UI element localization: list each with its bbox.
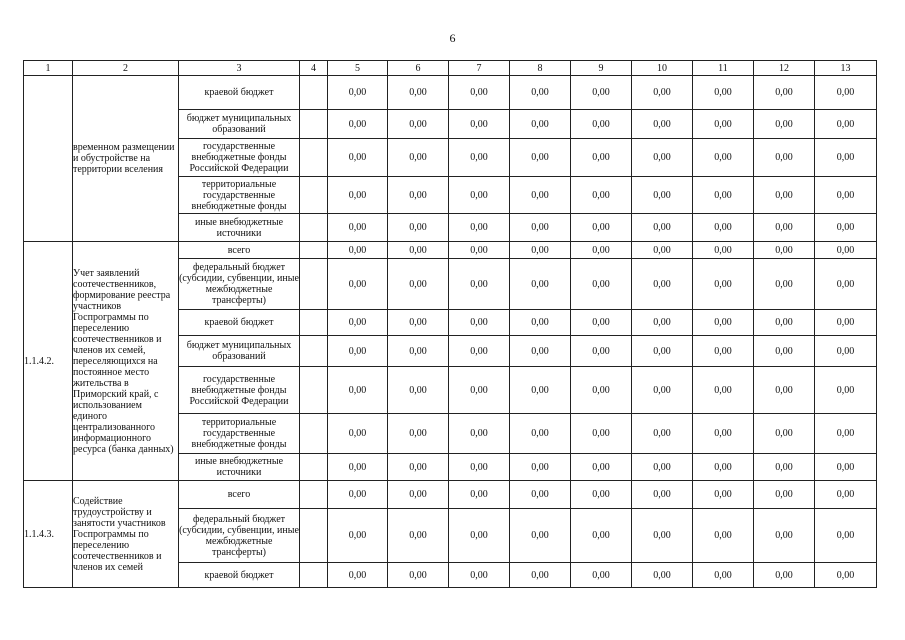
value-cell: 0,00 <box>328 481 388 509</box>
value-cell: 0,00 <box>693 259 754 310</box>
value-cell: 0,00 <box>388 214 449 242</box>
value-cell: 0,00 <box>632 336 693 367</box>
value-cell: 0,00 <box>632 259 693 310</box>
value-cell: 0,00 <box>815 481 877 509</box>
value-cell: 0,00 <box>632 454 693 481</box>
value-cell: 0,00 <box>693 242 754 259</box>
value-cell: 0,00 <box>328 336 388 367</box>
column-header: 9 <box>571 61 632 76</box>
value-cell: 0,00 <box>632 214 693 242</box>
value-cell: 0,00 <box>571 414 632 454</box>
column-header: 5 <box>328 61 388 76</box>
value-cell: 0,00 <box>388 177 449 214</box>
value-cell: 0,00 <box>571 110 632 139</box>
value-cell: 0,00 <box>632 481 693 509</box>
empty-cell <box>300 454 328 481</box>
funding-source: краевой бюджет <box>179 76 300 110</box>
value-cell: 0,00 <box>632 177 693 214</box>
value-cell: 0,00 <box>815 242 877 259</box>
value-cell: 0,00 <box>510 177 571 214</box>
value-cell: 0,00 <box>815 367 877 414</box>
value-cell: 0,00 <box>632 310 693 336</box>
value-cell: 0,00 <box>632 110 693 139</box>
value-cell: 0,00 <box>693 509 754 563</box>
funding-source: всего <box>179 242 300 259</box>
value-cell: 0,00 <box>328 563 388 588</box>
value-cell: 0,00 <box>815 259 877 310</box>
value-cell: 0,00 <box>449 242 510 259</box>
value-cell: 0,00 <box>388 259 449 310</box>
value-cell: 0,00 <box>815 139 877 177</box>
item-name: Содействие трудоустройству и занятости участников Госпрограммы по переселению соотечественников и членов их семей <box>73 481 179 588</box>
value-cell: 0,00 <box>388 110 449 139</box>
value-cell: 0,00 <box>388 76 449 110</box>
value-cell: 0,00 <box>449 509 510 563</box>
value-cell: 0,00 <box>449 367 510 414</box>
value-cell: 0,00 <box>510 110 571 139</box>
value-cell: 0,00 <box>571 214 632 242</box>
value-cell: 0,00 <box>815 414 877 454</box>
value-cell: 0,00 <box>510 454 571 481</box>
value-cell: 0,00 <box>571 259 632 310</box>
header-row <box>24 61 877 76</box>
value-cell: 0,00 <box>388 336 449 367</box>
value-cell: 0,00 <box>328 139 388 177</box>
value-cell: 0,00 <box>754 367 815 414</box>
value-cell: 0,00 <box>449 110 510 139</box>
value-cell: 0,00 <box>571 242 632 259</box>
empty-cell <box>300 563 328 588</box>
funding-source: иные внебюджетные источники <box>179 454 300 481</box>
column-header: 6 <box>388 61 449 76</box>
value-cell: 0,00 <box>754 414 815 454</box>
empty-cell <box>300 242 328 259</box>
value-cell: 0,00 <box>328 414 388 454</box>
value-cell: 0,00 <box>815 509 877 563</box>
value-cell: 0,00 <box>693 367 754 414</box>
value-cell: 0,00 <box>388 367 449 414</box>
funding-source: территориальные государственные внебюджетные фонды <box>179 177 300 214</box>
item-code: 1.1.4.2. <box>24 242 73 481</box>
value-cell: 0,00 <box>815 177 877 214</box>
value-cell: 0,00 <box>388 509 449 563</box>
empty-cell <box>300 481 328 509</box>
funding-source: бюджет муниципальных образований <box>179 336 300 367</box>
value-cell: 0,00 <box>815 76 877 110</box>
value-cell: 0,00 <box>693 414 754 454</box>
value-cell: 0,00 <box>328 110 388 139</box>
value-cell: 0,00 <box>754 242 815 259</box>
value-cell: 0,00 <box>754 481 815 509</box>
empty-cell <box>300 367 328 414</box>
value-cell: 0,00 <box>632 242 693 259</box>
column-header: 12 <box>754 61 815 76</box>
value-cell: 0,00 <box>449 139 510 177</box>
value-cell: 0,00 <box>510 367 571 414</box>
value-cell: 0,00 <box>449 454 510 481</box>
empty-cell <box>300 259 328 310</box>
value-cell: 0,00 <box>632 563 693 588</box>
column-header: 1 <box>24 61 73 76</box>
column-header: 4 <box>300 61 328 76</box>
value-cell: 0,00 <box>510 414 571 454</box>
item-name: временном размещении и обустройстве на территории вселения <box>73 76 179 242</box>
value-cell: 0,00 <box>388 481 449 509</box>
funding-source: государственные внебюджетные фонды Российской Федерации <box>179 367 300 414</box>
value-cell: 0,00 <box>328 214 388 242</box>
value-cell: 0,00 <box>754 454 815 481</box>
value-cell: 0,00 <box>571 481 632 509</box>
funding-source: иные внебюджетные источники <box>179 214 300 242</box>
value-cell: 0,00 <box>328 76 388 110</box>
budget-table <box>23 60 877 588</box>
funding-source: территориальные государственные внебюджетные фонды <box>179 414 300 454</box>
value-cell: 0,00 <box>815 310 877 336</box>
value-cell: 0,00 <box>571 139 632 177</box>
empty-cell <box>300 110 328 139</box>
table-row <box>24 76 877 110</box>
value-cell: 0,00 <box>510 509 571 563</box>
item-name: Учет заявлений соотечественников, формирование реестра участников Госпрограммы по переселению соотечественников и членов их семей, переселяющихся на постоянное место жительства в Приморский край, с использованием единого централизованного информационного ресурса (банка данных) <box>73 242 179 481</box>
column-header: 7 <box>449 61 510 76</box>
value-cell: 0,00 <box>693 177 754 214</box>
column-header: 11 <box>693 61 754 76</box>
value-cell: 0,00 <box>328 367 388 414</box>
value-cell: 0,00 <box>754 177 815 214</box>
value-cell: 0,00 <box>449 414 510 454</box>
value-cell: 0,00 <box>328 454 388 481</box>
value-cell: 0,00 <box>510 563 571 588</box>
empty-cell <box>300 214 328 242</box>
value-cell: 0,00 <box>693 336 754 367</box>
value-cell: 0,00 <box>449 76 510 110</box>
item-code <box>24 76 73 242</box>
value-cell: 0,00 <box>388 310 449 336</box>
value-cell: 0,00 <box>388 242 449 259</box>
value-cell: 0,00 <box>571 563 632 588</box>
value-cell: 0,00 <box>693 139 754 177</box>
value-cell: 0,00 <box>328 259 388 310</box>
value-cell: 0,00 <box>754 110 815 139</box>
value-cell: 0,00 <box>510 214 571 242</box>
value-cell: 0,00 <box>449 563 510 588</box>
funding-source: краевой бюджет <box>179 563 300 588</box>
value-cell: 0,00 <box>815 454 877 481</box>
value-cell: 0,00 <box>449 177 510 214</box>
empty-cell <box>300 76 328 110</box>
value-cell: 0,00 <box>510 336 571 367</box>
value-cell: 0,00 <box>388 139 449 177</box>
funding-source: федеральный бюджет (субсидии, субвенции, иные межбюджетные трансферты) <box>179 259 300 310</box>
value-cell: 0,00 <box>693 214 754 242</box>
column-header: 10 <box>632 61 693 76</box>
value-cell: 0,00 <box>510 310 571 336</box>
value-cell: 0,00 <box>449 259 510 310</box>
column-header: 13 <box>815 61 877 76</box>
table-row <box>24 481 877 509</box>
value-cell: 0,00 <box>510 259 571 310</box>
value-cell: 0,00 <box>388 414 449 454</box>
value-cell: 0,00 <box>328 509 388 563</box>
value-cell: 0,00 <box>510 481 571 509</box>
value-cell: 0,00 <box>449 214 510 242</box>
empty-cell <box>300 509 328 563</box>
value-cell: 0,00 <box>632 76 693 110</box>
value-cell: 0,00 <box>693 454 754 481</box>
value-cell: 0,00 <box>754 563 815 588</box>
value-cell: 0,00 <box>754 259 815 310</box>
value-cell: 0,00 <box>754 214 815 242</box>
value-cell: 0,00 <box>510 139 571 177</box>
value-cell: 0,00 <box>693 310 754 336</box>
empty-cell <box>300 336 328 367</box>
value-cell: 0,00 <box>571 454 632 481</box>
value-cell: 0,00 <box>693 563 754 588</box>
column-header: 2 <box>73 61 179 76</box>
value-cell: 0,00 <box>693 481 754 509</box>
value-cell: 0,00 <box>815 110 877 139</box>
value-cell: 0,00 <box>449 336 510 367</box>
empty-cell <box>300 139 328 177</box>
value-cell: 0,00 <box>815 214 877 242</box>
value-cell: 0,00 <box>388 563 449 588</box>
value-cell: 0,00 <box>754 336 815 367</box>
value-cell: 0,00 <box>571 177 632 214</box>
value-cell: 0,00 <box>510 76 571 110</box>
table-row <box>24 242 877 259</box>
empty-cell <box>300 414 328 454</box>
value-cell: 0,00 <box>449 310 510 336</box>
page-number: 6 <box>449 31 456 45</box>
funding-source: всего <box>179 481 300 509</box>
value-cell: 0,00 <box>328 242 388 259</box>
value-cell: 0,00 <box>754 139 815 177</box>
column-header: 8 <box>510 61 571 76</box>
funding-source: бюджет муниципальных образований <box>179 110 300 139</box>
value-cell: 0,00 <box>693 110 754 139</box>
value-cell: 0,00 <box>632 367 693 414</box>
funding-source: федеральный бюджет (субсидии, субвенции, иные межбюджетные трансферты) <box>179 509 300 563</box>
value-cell: 0,00 <box>632 414 693 454</box>
value-cell: 0,00 <box>632 139 693 177</box>
funding-source: государственные внебюджетные фонды Российской Федерации <box>179 139 300 177</box>
empty-cell <box>300 310 328 336</box>
value-cell: 0,00 <box>815 563 877 588</box>
value-cell: 0,00 <box>328 177 388 214</box>
item-code: 1.1.4.3. <box>24 481 73 588</box>
value-cell: 0,00 <box>328 310 388 336</box>
value-cell: 0,00 <box>632 509 693 563</box>
value-cell: 0,00 <box>571 509 632 563</box>
funding-source: краевой бюджет <box>179 310 300 336</box>
value-cell: 0,00 <box>571 310 632 336</box>
column-header: 3 <box>179 61 300 76</box>
value-cell: 0,00 <box>571 336 632 367</box>
value-cell: 0,00 <box>754 509 815 563</box>
value-cell: 0,00 <box>571 367 632 414</box>
value-cell: 0,00 <box>449 481 510 509</box>
value-cell: 0,00 <box>754 310 815 336</box>
value-cell: 0,00 <box>754 76 815 110</box>
value-cell: 0,00 <box>388 454 449 481</box>
value-cell: 0,00 <box>510 242 571 259</box>
value-cell: 0,00 <box>693 76 754 110</box>
value-cell: 0,00 <box>815 336 877 367</box>
value-cell: 0,00 <box>571 76 632 110</box>
empty-cell <box>300 177 328 214</box>
